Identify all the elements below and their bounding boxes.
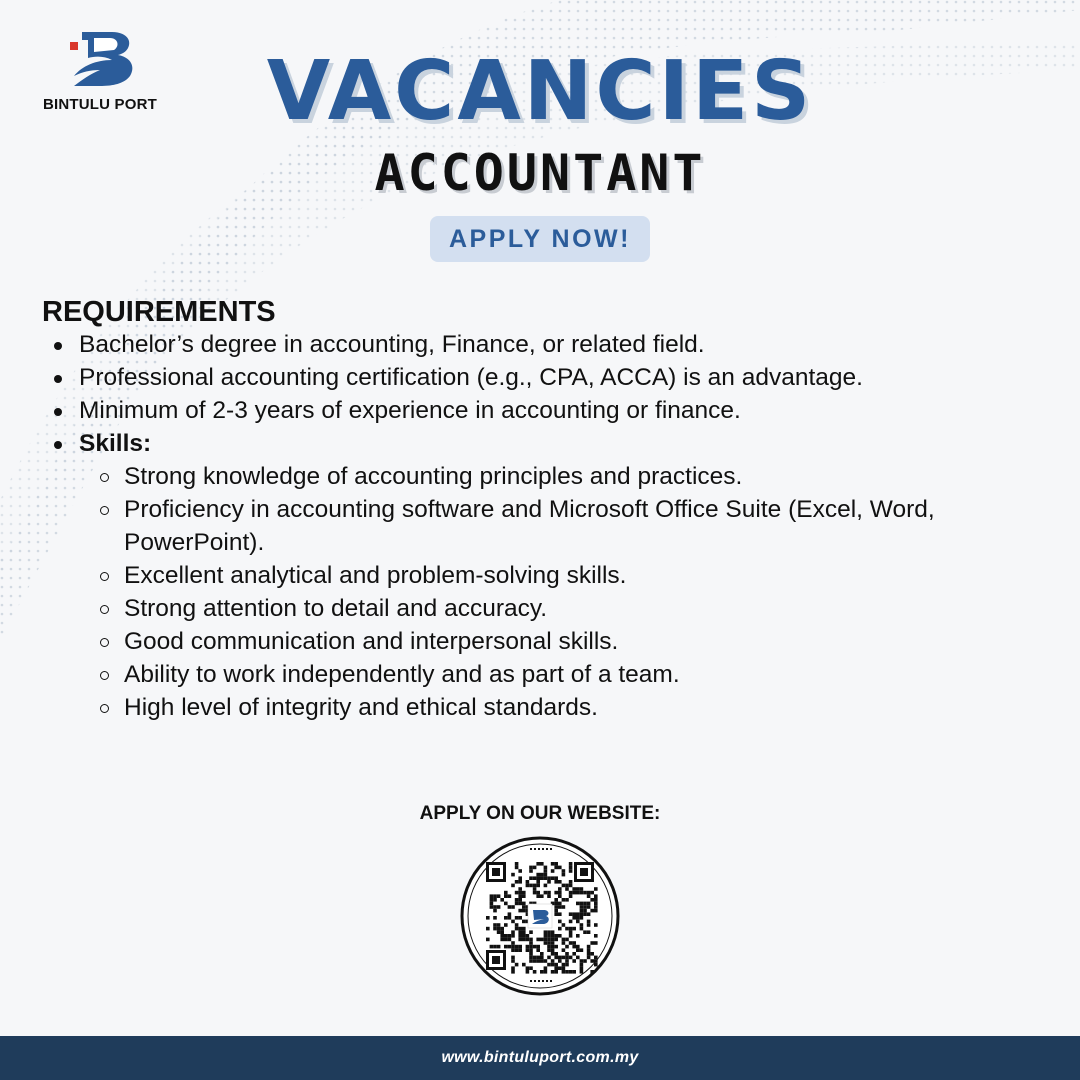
- position-title: ACCOUNTANT: [374, 144, 706, 202]
- requirement-item: Minimum of 2-3 years of experience in accounting or finance.: [52, 394, 1052, 427]
- requirement-item-skills: [52, 427, 1052, 724]
- requirements-list: [52, 328, 1052, 724]
- apply-now-button[interactable]: APPLY NOW!: [430, 216, 650, 262]
- logo-text: BINTULU PORT: [42, 96, 158, 113]
- qr-code-icon[interactable]: [460, 836, 620, 996]
- website-link[interactable]: www.bintuluport.com.my: [441, 1049, 639, 1066]
- requirement-item: Professional accounting certification (e.g., CPA, ACCA) is an advantage.: [52, 361, 1052, 394]
- skill-item: Good communication and interpersonal skills.: [97, 625, 1052, 658]
- skill-item: Proficiency in accounting software and Microsoft Office Suite (Excel, Word, PowerPoint).: [97, 493, 1052, 559]
- footer-bar: [0, 1036, 1080, 1080]
- skill-item: Strong attention to detail and accuracy.: [97, 592, 1052, 625]
- requirement-item: Bachelor’s degree in accounting, Finance, or related field.: [52, 328, 1052, 361]
- skills-label: Skills:: [79, 430, 152, 457]
- skill-item: Excellent analytical and problem-solving skills.: [97, 559, 1052, 592]
- skill-item: Ability to work independently and as part of a team.: [97, 658, 1052, 691]
- apply-website-label: APPLY ON OUR WEBSITE:: [419, 803, 661, 824]
- requirements-heading: REQUIREMENTS: [42, 296, 276, 328]
- skills-list: [97, 460, 1052, 724]
- qr-code[interactable]: [460, 836, 620, 996]
- skill-item: High level of integrity and ethical standards.: [97, 691, 1052, 724]
- page-title: VACANCIES: [266, 44, 814, 139]
- skill-item: Strong knowledge of accounting principles and practices.: [97, 460, 1052, 493]
